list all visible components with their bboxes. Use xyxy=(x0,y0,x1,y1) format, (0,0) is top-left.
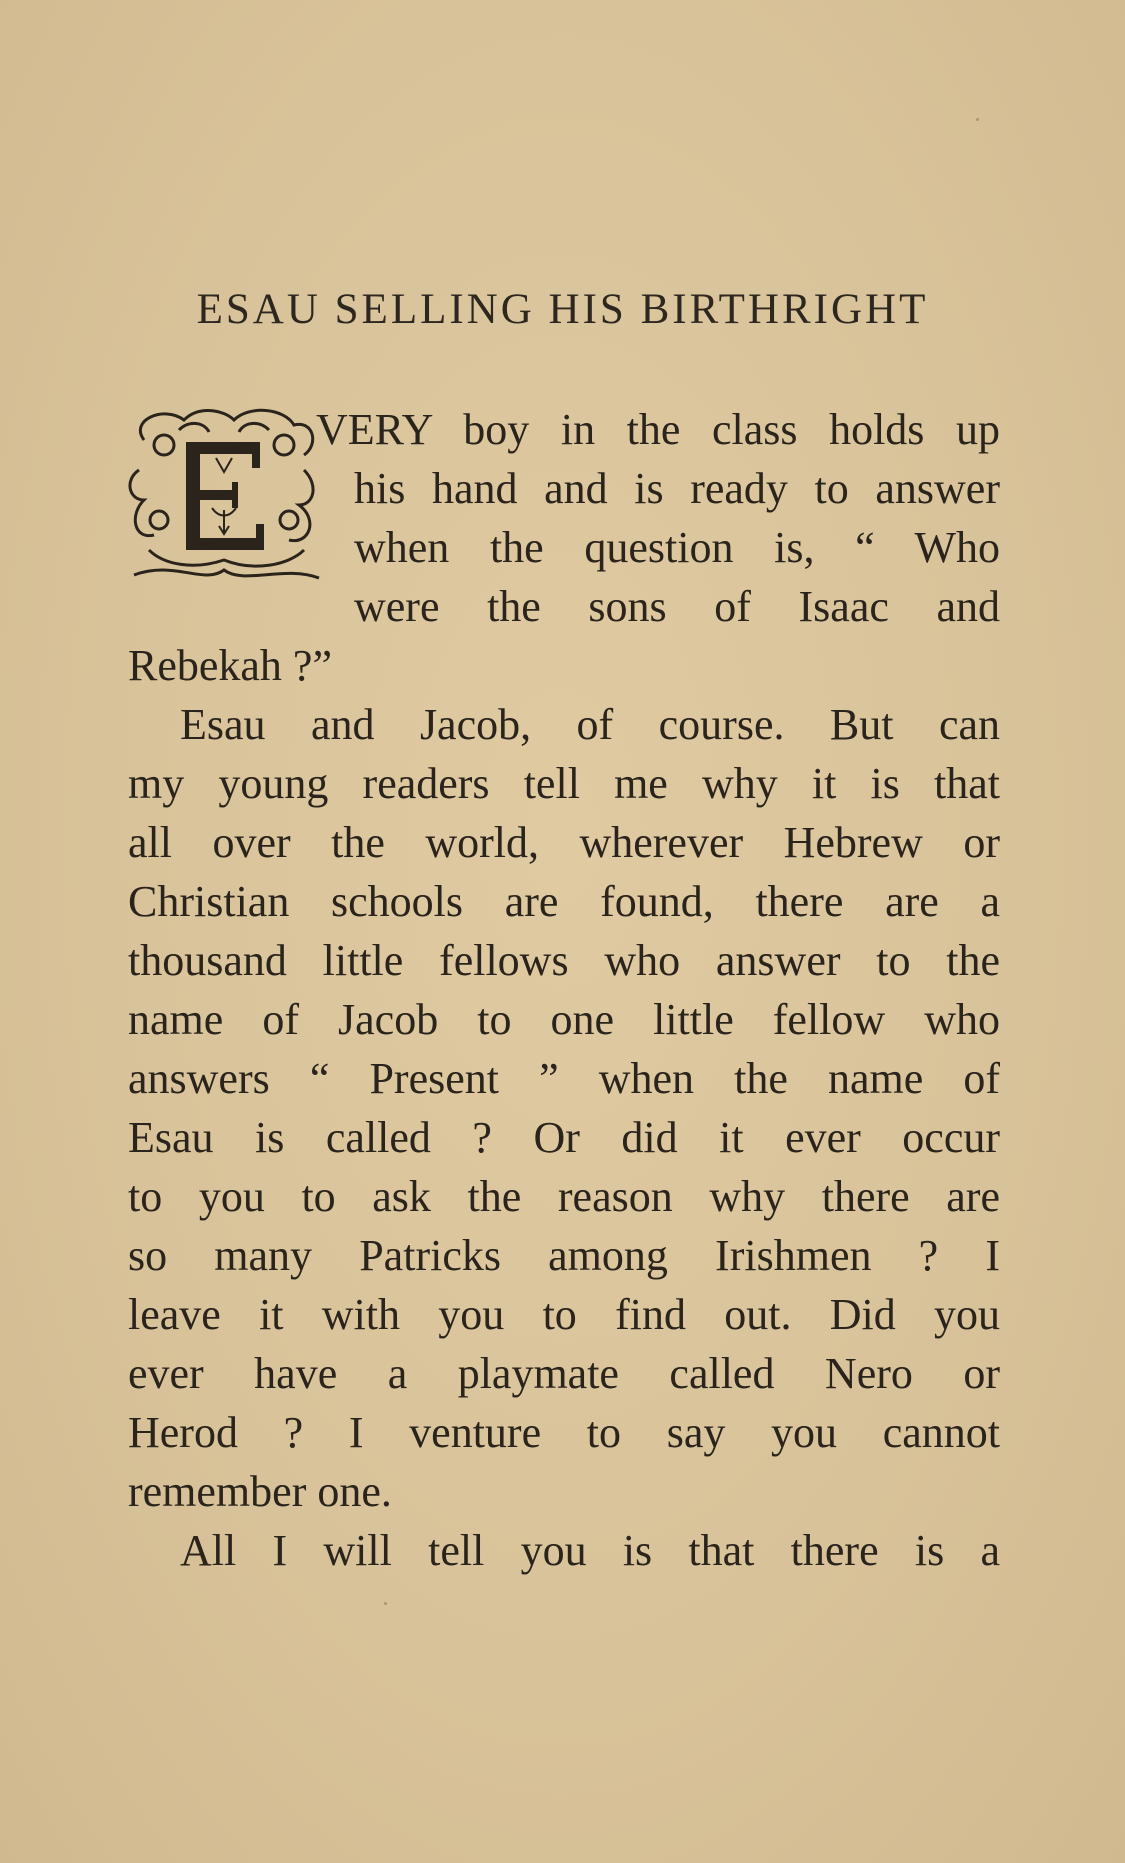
text-line: Esau and Jacob, of course. But can xyxy=(180,700,1000,749)
text-line: leave it with you to find out. Did you xyxy=(128,1290,1000,1339)
text-line: to you to ask the reason why there are xyxy=(128,1172,1000,1221)
paper-speck xyxy=(976,118,979,121)
text-line: name of Jacob to one little fellow who xyxy=(128,995,1000,1044)
text-line: answers “ Present ” when the name of xyxy=(128,1054,1000,1103)
text-line: ever have a playmate called Nero or xyxy=(128,1349,1000,1398)
text-line: my young readers tell me why it is that xyxy=(128,759,1000,808)
drop-cap-letter: E xyxy=(224,500,225,501)
body-text xyxy=(128,400,1000,1580)
text-line: remember one. xyxy=(128,1467,392,1516)
text-line: Esau is called ? Or did it ever occur xyxy=(128,1113,1000,1162)
text-line: VERY boy in the class holds up xyxy=(316,405,1000,454)
text-line: thousand little fellows who answer to the xyxy=(128,936,1000,985)
text-line: All I will tell you is that there is a xyxy=(180,1526,1000,1575)
text-line: when the question is, “ Who xyxy=(354,523,1000,572)
running-head: ESAU SELLING HIS BIRTHRIGHT xyxy=(196,286,929,333)
text-line: so many Patricks among Irishmen ? I xyxy=(128,1231,1000,1280)
text-line: Herod ? I venture to say you cannot xyxy=(128,1408,1000,1457)
paper-speck xyxy=(384,1602,387,1605)
text-line: Christian schools are found, there are a xyxy=(128,877,1000,926)
text-line: Rebekah ?” xyxy=(128,641,332,690)
text-line: his hand and is ready to answer xyxy=(354,464,1000,513)
text-line: were the sons of Isaac and xyxy=(354,582,1000,631)
text-line: all over the world, wherever Hebrew or xyxy=(128,818,1000,867)
